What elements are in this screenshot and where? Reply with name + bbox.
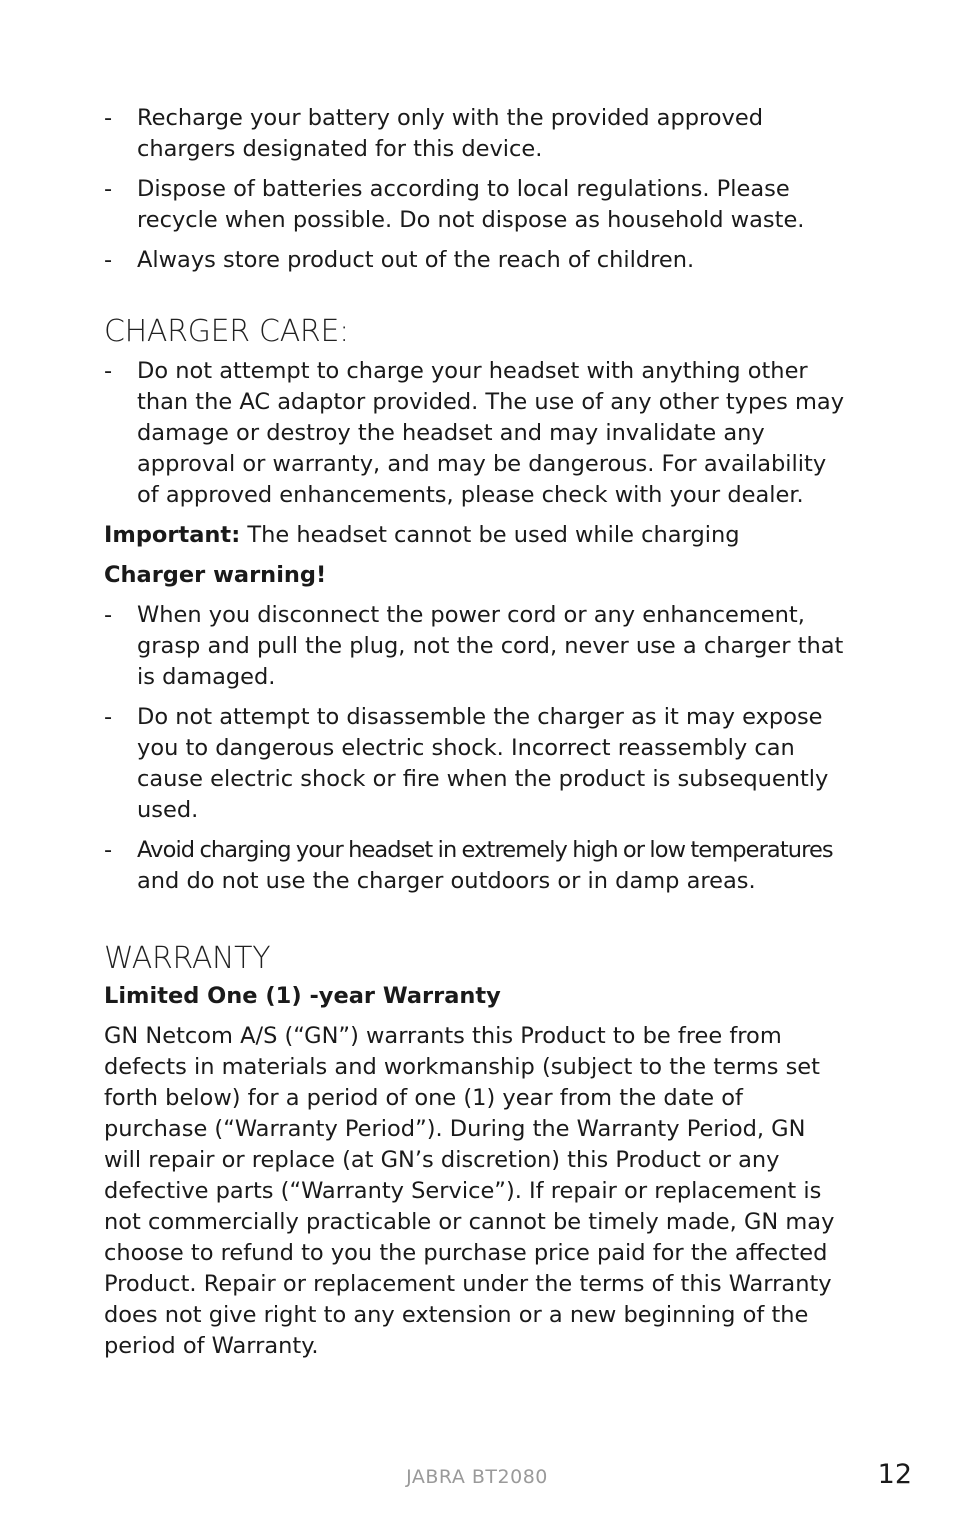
charger-warning-list	[104, 600, 849, 897]
charger-care-list	[104, 356, 849, 511]
charger-warning-heading: Charger warning!	[104, 562, 327, 588]
page-number: 12	[877, 1459, 912, 1490]
list-item-text-line: Avoid charging your headset in extremely high or low temperatures	[137, 837, 833, 863]
list-item-text: Do not attempt to charge your headset with anything other than the AC adaptor provided. The use of any other types may damage or destroy the headset and may invalidate any approval or warranty, and may be dangerous. For availability of approved enhancements, please check with your dealer.	[137, 358, 845, 508]
bullet-dash: -	[104, 704, 113, 730]
list-item-text: Always store product out of the reach of children.	[137, 247, 695, 273]
important-note	[104, 520, 849, 551]
list-item-text: When you disconnect the power cord or any enhancement, grasp and pull the plug, not the cord, never use a charger that is damaged.	[137, 602, 844, 690]
list-item	[104, 245, 849, 276]
list-item	[104, 702, 849, 826]
bullet-dash: -	[104, 837, 113, 863]
list-item	[104, 174, 849, 236]
bullet-dash: -	[104, 105, 113, 131]
list-item	[104, 600, 849, 693]
charger-care-heading: CHARGER CARE:	[104, 314, 349, 349]
list-item-text: Do not attempt to disassemble the charger as it may expose you to dangerous electric shock. Incorrect reassembly can cause electric shock or fire when the product is subsequently used.	[137, 704, 829, 823]
battery-safety-list	[104, 103, 849, 276]
warranty-subheading: Limited One (1) -year Warranty	[104, 983, 501, 1009]
important-label: Important:	[104, 522, 241, 548]
warranty-body: GN Netcom A/S (“GN”) warrants this Product to be free from defects in materials and workmanship (subject to the terms set forth below) for a period of one (1) year from the date of purchase (“Warranty Period”). During the Warranty Period, GN will repair or replace (at GN’s discretion) this Product or any defective parts (“Warranty Service”). If repair or replacement is not commercially practicable or cannot be timely made, GN may choose to refund to you the purchase price paid for the affected Product. Repair or replacement under the terms of this Warranty does not give right to any extension or a new beginning of the period of Warranty.	[104, 1023, 835, 1359]
bullet-dash: -	[104, 247, 113, 273]
list-item	[104, 103, 849, 165]
list-item-text: Dispose of batteries according to local regulations. Please recycle when possible. Do not dispose as household waste.	[137, 176, 805, 233]
important-text: The headset cannot be used while charging	[240, 522, 740, 548]
footer-brand: JABRA BT2080	[406, 1466, 548, 1488]
bullet-dash: -	[104, 358, 113, 384]
document-page	[104, 103, 849, 1362]
list-item	[104, 835, 849, 897]
list-item-text-line: and do not use the charger outdoors or in damp areas.	[137, 868, 756, 894]
warranty-heading: WARRANTY	[104, 941, 271, 976]
list-item	[104, 356, 849, 511]
list-item-text: Recharge your battery only with the provided approved chargers designated for this device.	[137, 105, 763, 162]
bullet-dash: -	[104, 602, 113, 628]
bullet-dash: -	[104, 176, 113, 202]
